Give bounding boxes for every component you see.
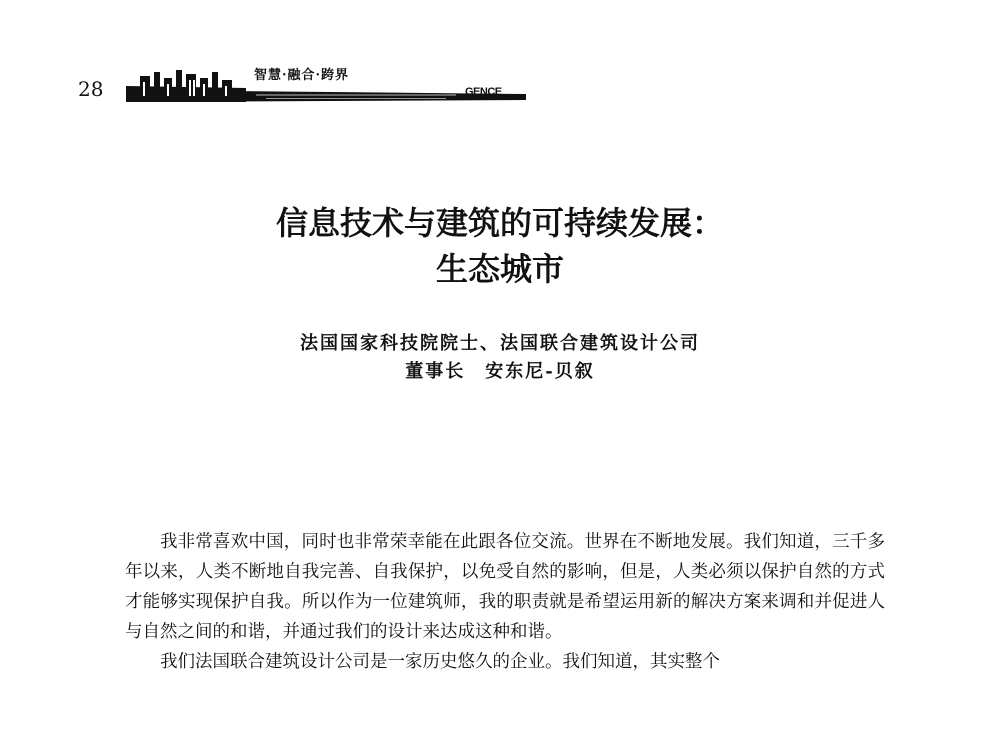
author-block xyxy=(0,330,1000,386)
paragraph-2: 我们法国联合建筑设计公司是一家历史悠久的企业。我们知道，其实整个 xyxy=(160,652,720,672)
author-line-1: 法国国家科技院院士、法国联合建筑设计公司 xyxy=(300,333,700,354)
title-line-2: 生态城市 xyxy=(435,250,564,288)
header-english-fragment: GENCE xyxy=(465,86,502,98)
body-text xyxy=(125,527,885,677)
header-subtitle: 智慧·融合·跨界 xyxy=(254,68,350,83)
paragraph-1: 我非常喜欢中国，同时也非常荣幸能在此跟各位交流。世界在不断地发展。我们知道，三千多年以来，人类不断地自我完善、自我保护，以免受自然的影响，但是，人类必须以保护自然的方式才能够实现保护自我。所以作为一位建筑师，我的职责就是希望运用新的解决方案来调和并促进人与自然之间的和谐，并通过我们的设计来达成这种和谐。 xyxy=(125,532,885,642)
title-line-1: 信息技术与建筑的可持续发展： xyxy=(275,204,724,242)
author-line-2: 董事长 安东尼-贝叙 xyxy=(405,361,595,382)
page-number: 28 xyxy=(78,77,104,101)
article-title xyxy=(0,200,1000,292)
